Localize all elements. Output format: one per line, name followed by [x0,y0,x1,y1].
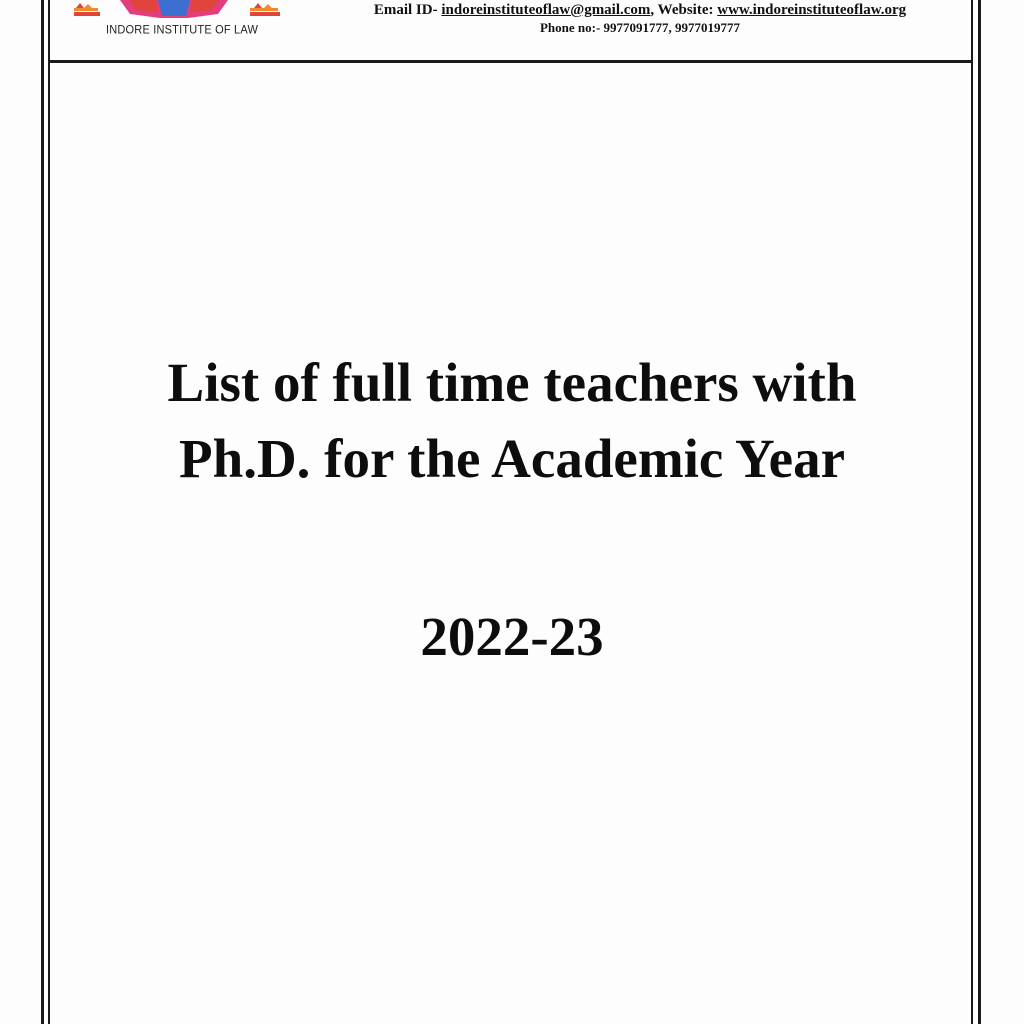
page-border-left-outer [41,0,44,1024]
page-title [60,345,964,497]
email-label: Email ID- [373,2,442,18]
logo-text: INDORE INSTITUTE OF LAW [106,23,259,37]
contact-email-website [300,2,980,19]
title-line-2: Ph.D. for the Academic Year [179,428,845,489]
email-link[interactable]: indoreinstituteoflaw@gmail.com [441,2,651,18]
institute-logo [70,0,290,45]
header-divider [48,60,973,63]
title-line-1: List of full time teachers with [167,352,857,413]
academic-year: 2022-23 [420,606,604,667]
website-label: , Website: [650,2,718,18]
website-link[interactable]: www.indoreinstituteoflaw.org [717,2,907,18]
page-border-right-outer [978,0,981,1024]
page-border-left-inner [48,0,50,1024]
contact-phone: Phone no:- 9977091777, 9977019777 [539,20,741,35]
logo-emblem-icon [70,0,290,24]
page-border-right-inner [971,0,973,1024]
